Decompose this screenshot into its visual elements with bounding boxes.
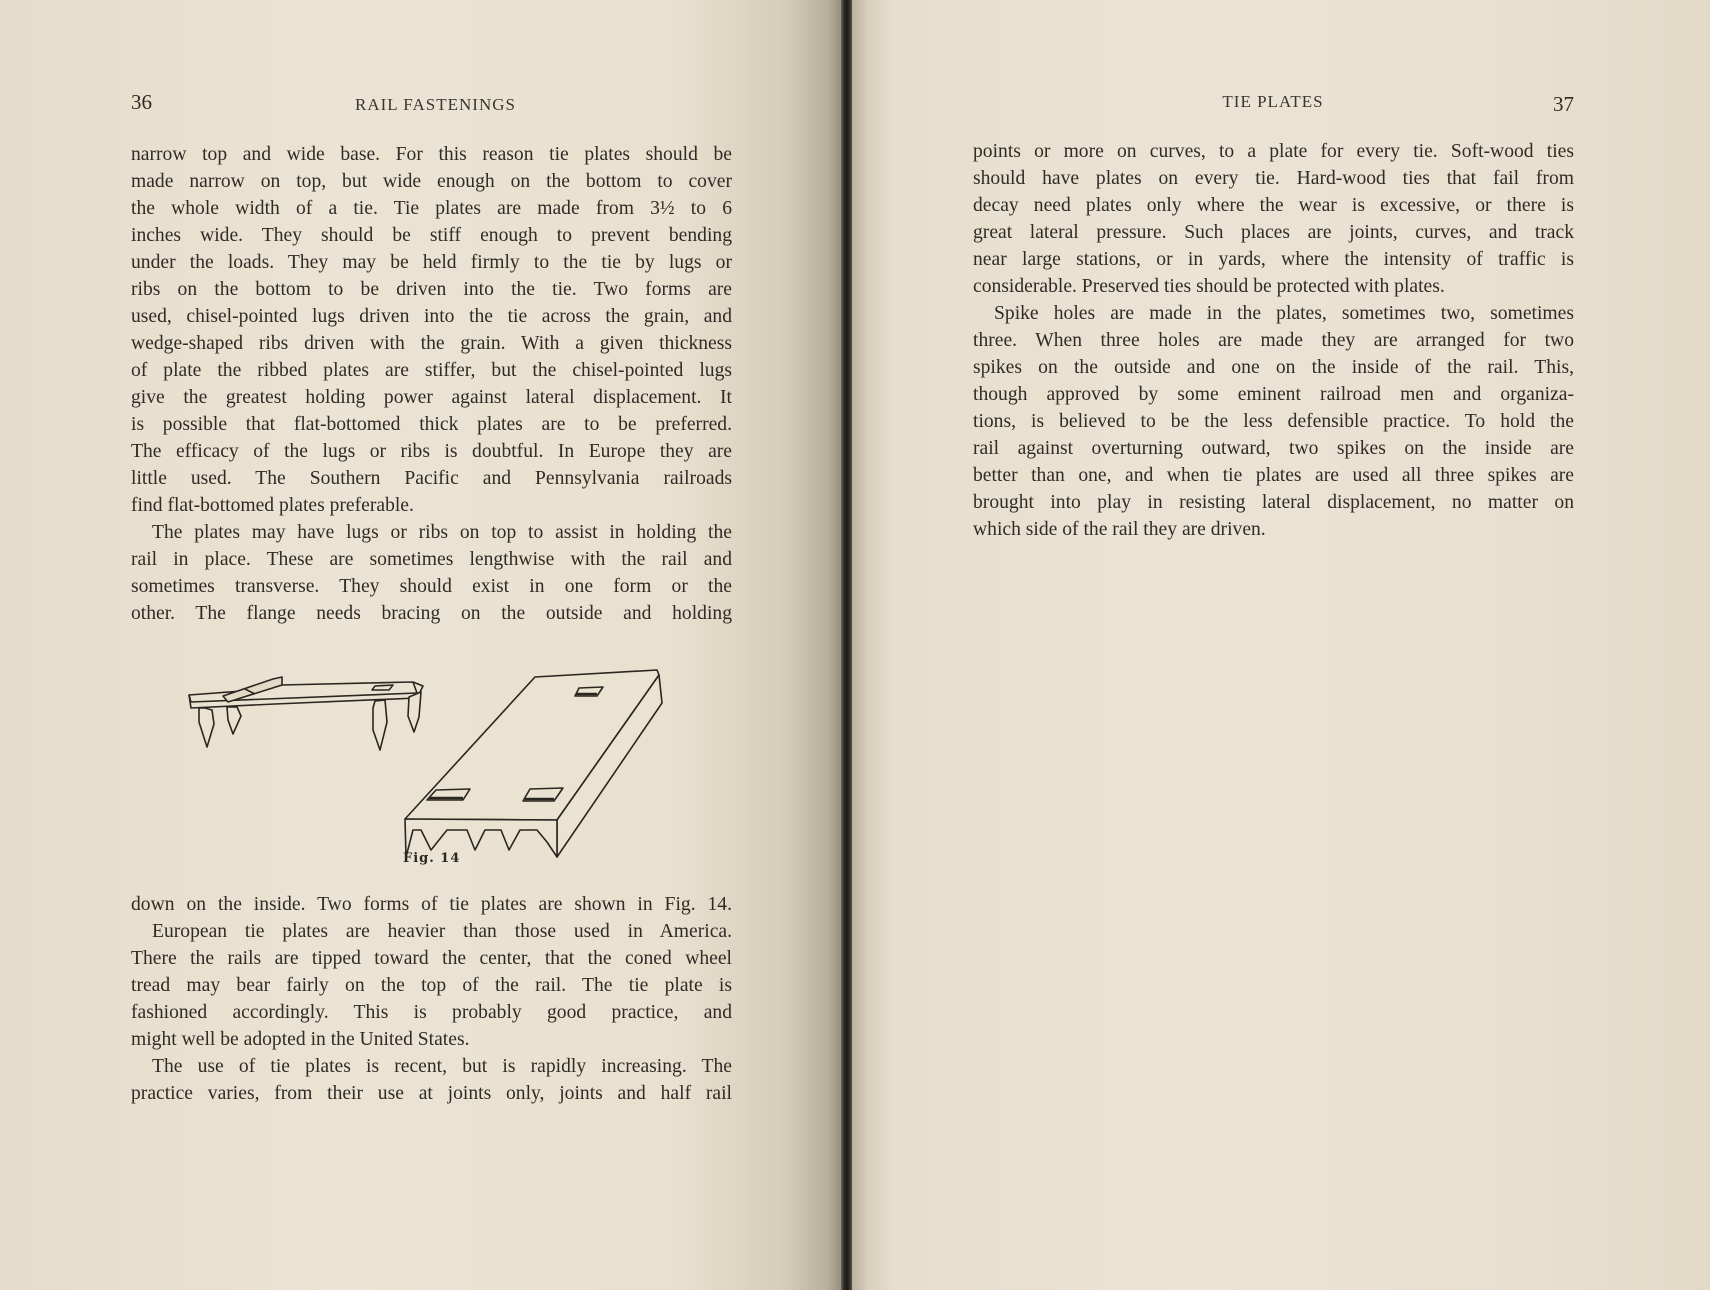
text-line: is possible that flat-bottomed thick plates are to be preferred. <box>131 414 732 435</box>
figure-14-tie-plates-illustration <box>185 652 665 882</box>
book-spine <box>841 0 852 1290</box>
left-running-head: RAIL FASTENINGS <box>355 95 516 114</box>
text-line: near large stations, or in yards, where the intensity of traffic is <box>973 249 1574 270</box>
text-line: decay need plates only where the wear is excessive, or there is <box>973 195 1574 216</box>
text-line: great lateral pressure. Such places are joints, curves, and track <box>973 222 1574 243</box>
text-line: points or more on curves, to a plate for every tie. Soft-wood ties <box>973 141 1574 162</box>
text-line: made narrow on top, but wide enough on the bottom to cover <box>131 171 732 192</box>
text-line: There the rails are tipped toward the center, that the coned wheel <box>131 948 732 969</box>
text-line: wedge-shaped ribs driven with the grain. With a given thickness <box>131 333 732 354</box>
text-line: of plate the ribbed plates are stiffer, but the chisel-pointed lugs <box>131 360 732 381</box>
text-line: give the greatest holding power against lateral displacement. It <box>131 387 732 408</box>
text-line: considerable. Preserved ties should be protected with plates. <box>973 276 1445 297</box>
text-line: find flat-bottomed plates preferable. <box>131 495 414 516</box>
text-line: used, chisel-pointed lugs driven into the tie across the grain, and <box>131 306 732 327</box>
text-line: The plates may have lugs or ribs on top to assist in holding the <box>152 522 732 543</box>
left-paragraph-3 <box>131 891 732 1107</box>
right-paragraphs <box>973 138 1574 543</box>
text-line: narrow top and wide base. For this reason tie plates should be <box>131 144 732 165</box>
text-line: tions, is believed to be the less defensible practice. To hold the <box>973 411 1574 432</box>
text-line: Spike holes are made in the plates, sometimes two, sometimes <box>994 303 1574 324</box>
text-line: European tie plates are heavier than those used in America. <box>152 921 732 942</box>
text-line: practice varies, from their use at joints only, joints and half rail <box>131 1083 732 1104</box>
text-line: fashioned accordingly. This is probably good practice, and <box>131 1002 732 1023</box>
text-line: though approved by some eminent railroad men and organiza- <box>973 384 1574 405</box>
text-line: might well be adopted in the United States. <box>131 1029 470 1050</box>
text-line: sometimes transverse. They should exist in one form or the <box>131 576 732 597</box>
text-line: little used. The Southern Pacific and Pennsylvania railroads <box>131 468 732 489</box>
text-line: the whole width of a tie. Tie plates are made from 3½ to 6 <box>131 198 732 219</box>
text-line: three. When three holes are made they are arranged for two <box>973 330 1574 351</box>
text-line: brought into play in resisting lateral displacement, no matter on <box>973 492 1574 513</box>
left-page-number: 36 <box>131 90 152 114</box>
lug-tie-plate-drawing <box>189 677 423 750</box>
figure-caption: Fig. 14 <box>403 851 461 866</box>
text-line: down on the inside. Two forms of tie plates are shown in Fig. 14. <box>131 894 732 915</box>
text-line: which side of the rail they are driven. <box>973 519 1266 540</box>
text-line: should have plates on every tie. Hard-wood ties that fail from <box>973 168 1574 189</box>
text-line: inches wide. They should be stiff enough to prevent bending <box>131 225 732 246</box>
right-page-number: 37 <box>1553 92 1574 116</box>
text-line: ribs on the bottom to be driven into the tie. Two forms are <box>131 279 732 300</box>
text-line: The efficacy of the lugs or ribs is doubtful. In Europe they are <box>131 441 732 462</box>
text-line: spikes on the outside and one on the inside of the rail. This, <box>973 357 1574 378</box>
text-line: The use of tie plates is recent, but is rapidly increasing. The <box>152 1056 732 1077</box>
right-running-head: TIE PLATES <box>1222 92 1324 111</box>
text-line: better than one, and when tie plates are used all three spikes are <box>973 465 1574 486</box>
text-line: rail in place. These are sometimes lengthwise with the rail and <box>131 549 732 570</box>
text-line: other. The flange needs bracing on the outside and holding <box>131 603 732 624</box>
text-line: tread may bear fairly on the top of the rail. The tie plate is <box>131 975 732 996</box>
ribbed-tie-plate-drawing <box>405 670 662 857</box>
text-line: under the loads. They may be held firmly to the tie by lugs or <box>131 252 732 273</box>
text-line: rail against overturning outward, two spikes on the inside are <box>973 438 1574 459</box>
left-paragraph-1 <box>131 141 732 627</box>
